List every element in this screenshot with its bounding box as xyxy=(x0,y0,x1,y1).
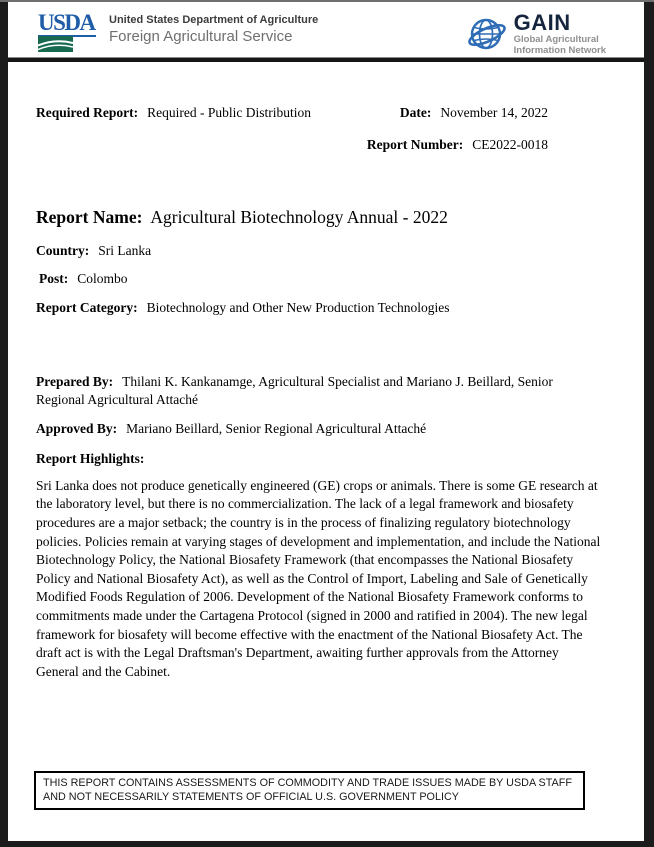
country-line xyxy=(36,242,600,260)
report-name-label: Report Name: xyxy=(36,207,143,228)
gain-subtitle-1: Global Agricultural xyxy=(513,33,599,45)
disclaimer-text: THIS REPORT CONTAINS ASSESSMENTS OF COMMODITY AND TRADE ISSUES MADE BY USDA STAFF AND NOT NECESSARILY STATEMENTS OF OFFICIAL U.S. GOVERNMENT POLICY xyxy=(43,776,572,803)
header-divider xyxy=(8,57,644,62)
header xyxy=(8,0,644,57)
date-line xyxy=(367,104,548,122)
report-body xyxy=(8,104,644,682)
agency-name: Foreign Agricultural Service xyxy=(109,28,293,46)
prepared-by-value: Thilani K. Kankanamge, Agricultural Specialist and Mariano J. Beillard, Senior Regional Agricultural Attaché xyxy=(36,373,553,408)
prepared-by-line xyxy=(36,373,600,409)
required-report-line xyxy=(36,104,311,122)
report-name-line xyxy=(36,206,600,229)
report-highlights-text: Sri Lanka does not produce genetically engineered (GE) crops or animals. There is some GE research at the laboratory level, but there is no commercialization. The lack of a legal framework and biosafety procedures are a major setback; the country is in the process of finalizing regulatory biotechnology policies. Policies remain at varying stages of development and implementation, and include the National Biotechnology Policy, the National Biosafety Framework (that encompasses the National Biosafety Policy and National Biosafety Act), as well as the Control of Import, Labeling and Sale of Genetically Modified Foods Regulation of 2006. Development of the National Biosafety Framework conforms to commitments made under the Cartagena Protocol (signed in 2000 and ratified in 2004). The new legal framework for biosafety will become effective with the enactment of the National Biosafety Act. The draft act is with the Legal Draftsman's Department, awaiting further approvals from the Attorney General and the Cabinet. xyxy=(36,477,601,679)
gain-globe-icon xyxy=(466,14,508,56)
report-highlights-label: Report Highlights: xyxy=(36,450,145,466)
gain-subtitle-2: Information Network xyxy=(513,45,606,57)
report-number-value: CE2022-0018 xyxy=(472,137,548,153)
gain-acronym: GAIN xyxy=(513,10,571,35)
post-value: Colombo xyxy=(77,271,128,287)
required-report-label: Required Report: xyxy=(36,105,139,120)
window-top-border xyxy=(0,0,654,2)
dept-name: United States Department of Agriculture xyxy=(109,14,319,26)
approved-by-value: Mariano Beillard, Senior Regional Agricultural Attaché xyxy=(126,421,427,437)
usda-mark xyxy=(38,10,100,52)
usda-text-block xyxy=(109,14,318,45)
report-category-label: Report Category: xyxy=(36,299,138,315)
meta-row xyxy=(36,104,600,154)
usda-wordmark: USDA xyxy=(38,10,95,35)
gain-text-block xyxy=(513,10,606,57)
report-category-line xyxy=(36,299,600,317)
report-number-label: Report Number: xyxy=(366,137,464,153)
approved-by-line xyxy=(36,420,600,438)
required-report-value: Required - Public Distribution xyxy=(147,105,311,120)
post-line xyxy=(36,270,600,288)
date-label: Date: xyxy=(399,105,432,120)
usda-logo xyxy=(38,10,319,52)
report-name-value: Agricultural Biotechnology Annual - 2022 xyxy=(150,207,448,228)
report-highlights-heading xyxy=(36,450,600,468)
report-number-line xyxy=(367,136,548,154)
gain-logo xyxy=(466,10,606,57)
country-label: Country: xyxy=(36,243,90,259)
date-value: November 14, 2022 xyxy=(440,105,548,120)
report-page xyxy=(8,0,644,841)
usda-symbol-icon xyxy=(38,36,73,52)
approved-by-label: Approved By: xyxy=(36,421,118,437)
meta-right-block xyxy=(367,104,548,154)
prepared-by-label: Prepared By: xyxy=(36,373,114,389)
country-value: Sri Lanka xyxy=(98,243,152,259)
post-label: Post: xyxy=(39,271,69,287)
report-category-value: Biotechnology and Other New Production Technologies xyxy=(146,299,450,315)
disclaimer-box xyxy=(34,771,585,810)
